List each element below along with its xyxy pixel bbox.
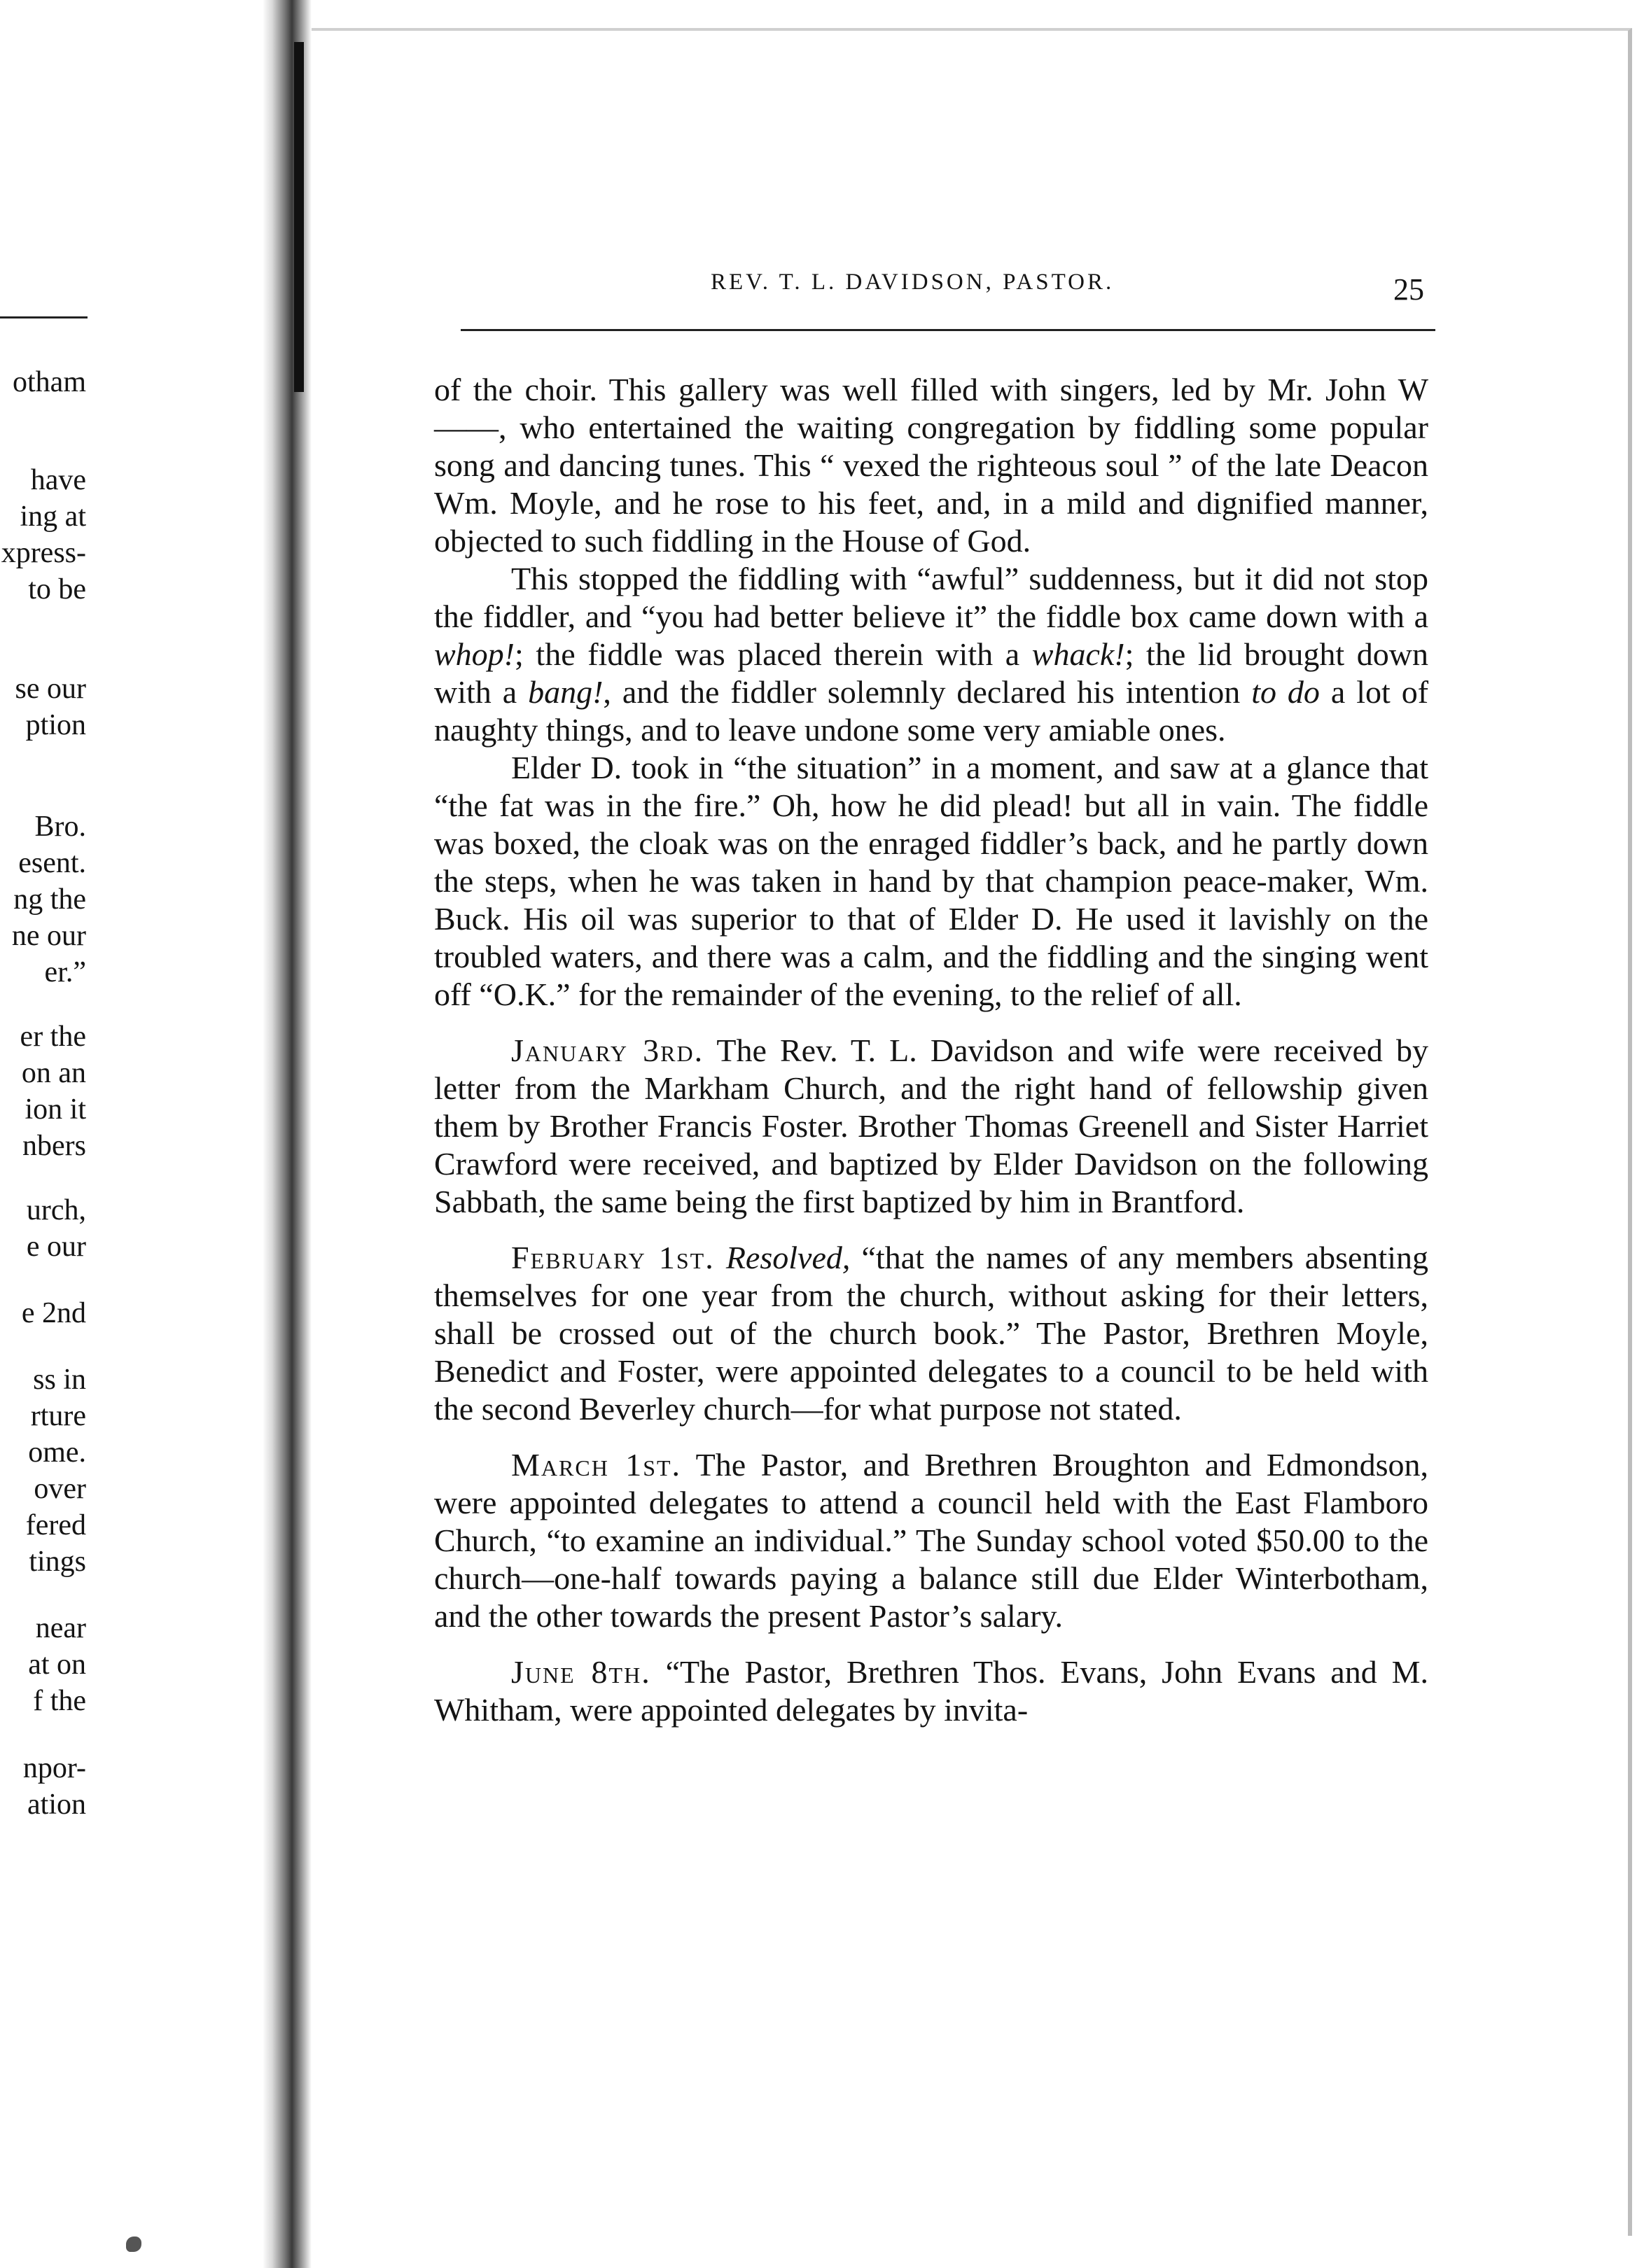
paragraph-february	[434, 1239, 1428, 1428]
left-page-fragment: otham	[13, 366, 86, 398]
gutter-shadow	[294, 42, 304, 392]
italic-bang: bang!	[528, 674, 604, 710]
left-page-fragment: to be	[28, 573, 86, 606]
left-page-fragment: have	[30, 464, 86, 496]
italic-whack: whack!	[1031, 636, 1125, 672]
left-page-fragment: e our	[26, 1231, 86, 1263]
left-page-fragment: over	[34, 1473, 86, 1505]
left-page-fragment: near	[35, 1612, 86, 1644]
left-page-fragment: npor-	[22, 1752, 86, 1784]
text-segment: This stopped the fiddling with “awful” suddenness, but it did not stop the fiddler, and “you had better believe it” the fiddle box came down with a	[434, 561, 1428, 634]
text-segment: The Pastor, and Brethren Broughton and Edmondson, were appointed delegates to attend a council held with the East Flamboro Church, “to examine an individual.” The Sunday school voted $50.00 to the church—one-half towards paying a balance still due Elder Winterbotham, and the other towards the present Pastor’s salary.	[434, 1447, 1429, 1634]
left-page-fragment: f the	[33, 1685, 86, 1717]
left-facing-page	[0, 0, 263, 2268]
paragraph-june	[434, 1653, 1428, 1729]
left-page-fragment: Bro.	[34, 811, 86, 843]
left-page-fragment: ption	[25, 709, 86, 741]
left-page-fragment: xpress-	[1, 537, 86, 569]
paragraph-january	[434, 1032, 1428, 1221]
left-page-fragment: rture	[30, 1400, 86, 1432]
header-rule	[461, 329, 1435, 331]
page-number: 25	[1393, 272, 1424, 307]
left-page-fragment: se our	[15, 673, 86, 705]
text-segment: a lot of naughty things, and to leave undone some very amiable ones.	[434, 674, 1429, 748]
paragraph-elder-d: Elder D. took in “the situation” in a moment, and saw at a glance that “the fat was in the fire.” Oh, how he did plead! but all in vain. The fiddle was boxed, the cloak was on the enraged fiddler’s back, and he partly down the steps, when he was taken in hand by that champion peace-maker, Wm. Buck. His oil was superior to that of Elder D. He used it lavishly on the troubled waters, and there was a calm, and the fiddling and the singing went off “O.K.” for the remainder of the evening, to the relief of all.	[434, 750, 1428, 1012]
left-page-fragment: nbers	[22, 1130, 86, 1162]
left-page-fragment: e 2nd	[21, 1297, 86, 1329]
text-segment: , and the fiddler solemnly declared his intention	[603, 674, 1252, 710]
text-segment: ; the fiddle was placed therein with a	[515, 636, 1032, 672]
text-segment: “The Pastor, Brethren Thos. Evans, John Evans and M. Whitham, were appointed delegates by invita-	[434, 1654, 1428, 1728]
date-february: February 1st.	[511, 1240, 715, 1275]
left-page-fragment: tings	[29, 1546, 86, 1578]
left-page-fragment: fered	[25, 1509, 86, 1541]
book-gutter	[263, 0, 312, 2268]
left-page-fragment: esent.	[18, 847, 86, 879]
date-january: January 3rd.	[511, 1032, 704, 1068]
date-march: March 1st.	[511, 1447, 682, 1483]
left-page-fragment: er.”	[44, 956, 86, 988]
left-page-fragment: ing at	[20, 500, 86, 533]
left-page-fragment: urch,	[26, 1194, 86, 1226]
left-page-fragment: at on	[28, 1648, 86, 1681]
text-segment: “that the names of any members absenting themselves for one year from the church, without asking for their letters, shall be crossed out of the church book.” The Pastor, Brethren Moyle, Benedict and Foster, were appointed delegates to a council to be held with the second Beverley church—for what purpose not stated.	[434, 1240, 1428, 1427]
left-page-fragment: ome.	[28, 1436, 86, 1469]
text-segment: The Rev. T. L. Davidson and wife were received by letter from the Markham Church, and the right hand of fellowship given them by Brother Francis Foster. Brother Thomas Greenell and Sister Harriet Crawford were received, and baptized by Elder Davidson on the following Sabbath, the same being the first baptized by him in Brantford.	[434, 1032, 1429, 1219]
left-page-fragment: ne our	[11, 920, 86, 952]
left-page-fragment: ation	[27, 1788, 86, 1821]
left-page-fragment: ng the	[13, 883, 86, 916]
left-page-fragment: ss in	[33, 1364, 86, 1396]
left-page-fragment: ion it	[25, 1093, 86, 1126]
paragraph-choir: of the choir. This gallery was well filled with singers, led by Mr. John W——, who entertained the waiting congregation by fiddling some popular song and dancing tunes. This “ vexed the righteous soul ” of the late Deacon Wm. Moyle, and he rose to his feet, and, in a mild and dignified manner, objected to such fiddling in the House of God.	[434, 372, 1428, 559]
left-page-fragment: on an	[21, 1057, 86, 1089]
left-page-fragment: er the	[20, 1021, 86, 1053]
running-head: REV. T. L. DAVIDSON, PASTOR.	[711, 270, 1115, 295]
scan-speck	[126, 2236, 141, 2252]
text-segment: ; the lid brought down with a	[434, 636, 1428, 710]
page-body	[434, 371, 1428, 1729]
paragraph-fiddling	[434, 560, 1428, 749]
date-june: June 8th.	[511, 1654, 651, 1690]
italic-resolved: Resolved,	[725, 1240, 851, 1275]
italic-whop: whop!	[434, 636, 515, 672]
left-page-rule	[0, 316, 88, 318]
italic-to-do: to do	[1251, 674, 1320, 710]
paragraph-march	[434, 1446, 1428, 1635]
